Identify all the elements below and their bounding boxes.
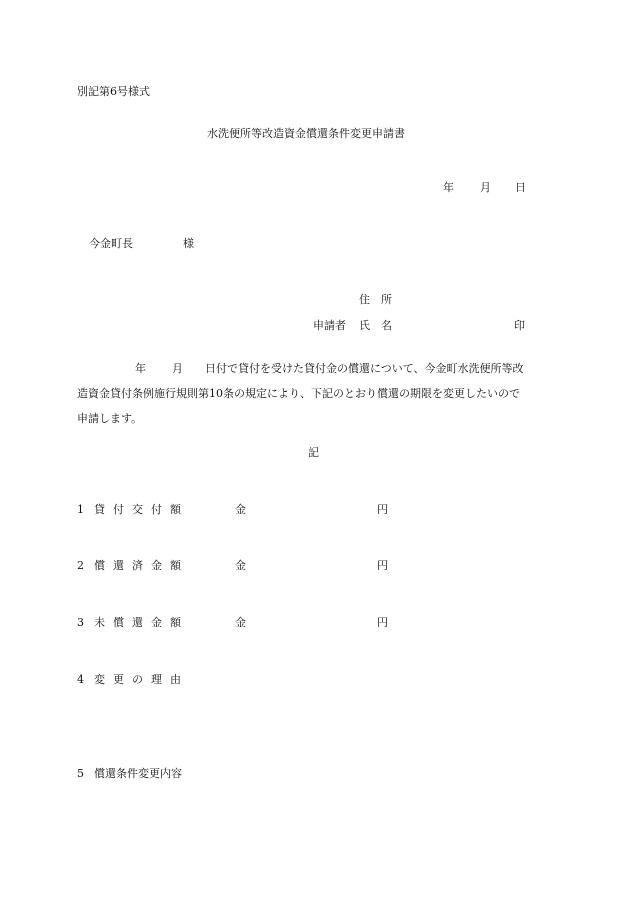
address-label: 住 所 (359, 293, 392, 306)
body-line-1-text: 日付で貸付を受けた貸付金の償還について、今金町水洗便所等改 (205, 362, 524, 375)
item-4-label: 変更の理由 (94, 673, 189, 686)
body-year: 年 (135, 362, 146, 375)
item-2-number: 2 (77, 559, 84, 572)
item-2-unit: 円 (377, 559, 388, 572)
item-1-label: 貸付交付額 (94, 503, 189, 516)
body-line-2: 造資金貸付条例施行規則第10条の規定により、下記のとおり償還の期限を変更したいので (77, 387, 520, 400)
date-year: 年 (443, 181, 454, 194)
item-3-label: 未償還金額 (94, 616, 189, 629)
item-4-number: 4 (77, 673, 84, 686)
item-3-number: 3 (77, 616, 84, 629)
body-line-1 (77, 356, 557, 381)
application-body (77, 356, 557, 431)
item-1-number: 1 (77, 503, 84, 516)
item-3-prefix: 金 (235, 616, 246, 629)
item-2-prefix: 金 (235, 559, 246, 572)
item-5-label: 償還条件変更内容 (94, 767, 182, 780)
ki-mark: 記 (308, 446, 319, 459)
body-line-3: 申請します。 (77, 412, 143, 425)
item-5-number: 5 (77, 767, 84, 780)
item-1-prefix: 金 (235, 503, 246, 516)
name-label: 氏 名 (359, 319, 392, 332)
applicant-label: 申請者 (313, 319, 346, 332)
item-1-unit: 円 (377, 503, 388, 516)
addressee-honorific: 様 (183, 237, 194, 250)
date-day: 日 (515, 181, 526, 194)
item-3-unit: 円 (377, 616, 388, 629)
body-month: 月 (172, 362, 183, 375)
seal-mark: 印 (514, 319, 525, 332)
document-title: 水洗便所等改造資金償還条件変更申請書 (207, 127, 405, 140)
item-2-label: 償還済金額 (94, 559, 189, 572)
addressee-name: 今金町長 (89, 237, 133, 250)
date-month: 月 (480, 181, 491, 194)
form-number: 別記第6号様式 (77, 85, 150, 98)
